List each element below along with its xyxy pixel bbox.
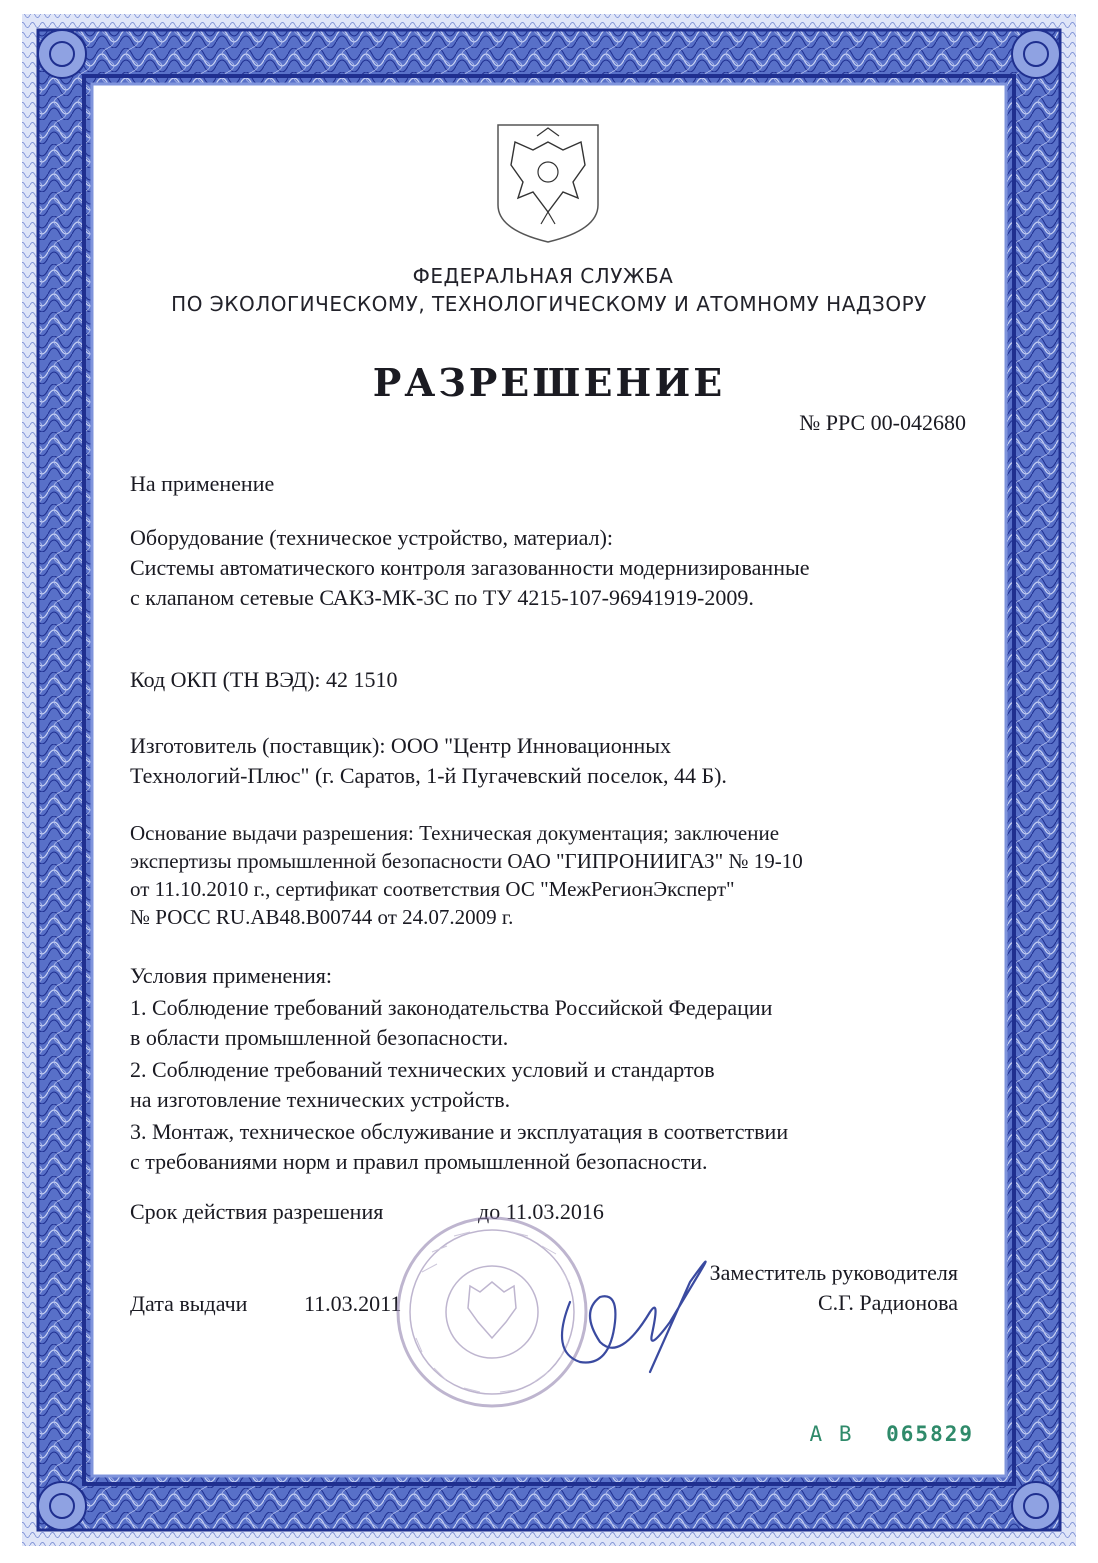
manufacturer-line2: Технологий-Плюс" (г. Саратов, 1-й Пугачевский поселок, 44 Б). xyxy=(130,763,727,788)
conditions-line: 3. Монтаж, техническое обслуживание и эксплуатация в соответствии xyxy=(130,1119,789,1144)
signature-scribble xyxy=(540,1242,730,1382)
equipment-label: Оборудование (техническое устройство, материал): xyxy=(130,525,614,550)
conditions-line: на изготовление технических устройств. xyxy=(130,1087,511,1112)
conditions-heading: Условия применения: xyxy=(130,963,333,988)
okp-code: Код ОКП (ТН ВЭД): 42 1510 xyxy=(130,667,398,692)
signatory-position: Заместитель руководителя xyxy=(709,1260,958,1285)
agency-name-line2: ПО ЭКОЛОГИЧЕСКОМУ, ТЕХНОЛОГИЧЕСКОМУ И АТОМНОМУ НАДЗОРУ xyxy=(171,292,927,316)
coat-of-arms-emblem xyxy=(493,120,603,245)
document-title: РАЗРЕШЕНИЕ xyxy=(372,360,726,405)
form-serial-number xyxy=(810,1422,974,1446)
validity-date: до 11.03.2016 xyxy=(478,1199,604,1224)
issue-date: 11.03.2011 xyxy=(304,1291,402,1316)
basis-line3: от 11.10.2010 г., сертификат соответствия ОС "МежРегионЭксперт" xyxy=(130,877,735,901)
conditions-line: 2. Соблюдение требований технических условий и стандартов xyxy=(130,1057,715,1082)
permit-number: № РРС 00-042680 xyxy=(799,410,966,435)
validity-label: Срок действия разрешения xyxy=(130,1199,384,1224)
basis-line4: № РОСС RU.АВ48.В00744 от 24.07.2009 г. xyxy=(130,905,514,929)
equipment-line2: с клапаном сетевые САКЗ-МК-3С по ТУ 4215-107-96941919-2009. xyxy=(130,585,754,610)
equipment-line1: Системы автоматического контроля загазованности модернизированные xyxy=(130,555,810,580)
issue-date-label: Дата выдачи xyxy=(130,1291,248,1316)
basis-line2: экспертизы промышленной безопасности ОАО "ГИПРОНИИГАЗ" № 19-10 xyxy=(130,849,803,873)
permit-sheet xyxy=(100,92,998,1470)
serial-series: А В xyxy=(809,1422,854,1446)
manufacturer-line1: Изготовитель (поставщик): ООО "Центр Инновационных xyxy=(130,733,672,758)
conditions-line: в области промышленной безопасности. xyxy=(130,1025,509,1050)
agency-name-line1: ФЕДЕРАЛЬНАЯ СЛУЖБА xyxy=(412,264,674,288)
basis-line1: Основание выдачи разрешения: Техническая документация; заключение xyxy=(130,821,780,845)
serial-number: 065829 xyxy=(886,1422,974,1446)
purpose-text: На применение xyxy=(130,471,275,496)
conditions-line: с требованиями норм и правил промышленной безопасности. xyxy=(130,1149,708,1174)
conditions-line: 1. Соблюдение требований законодательства Российской Федерации xyxy=(130,995,773,1020)
signatory-name: С.Г. Радионова xyxy=(817,1290,958,1315)
